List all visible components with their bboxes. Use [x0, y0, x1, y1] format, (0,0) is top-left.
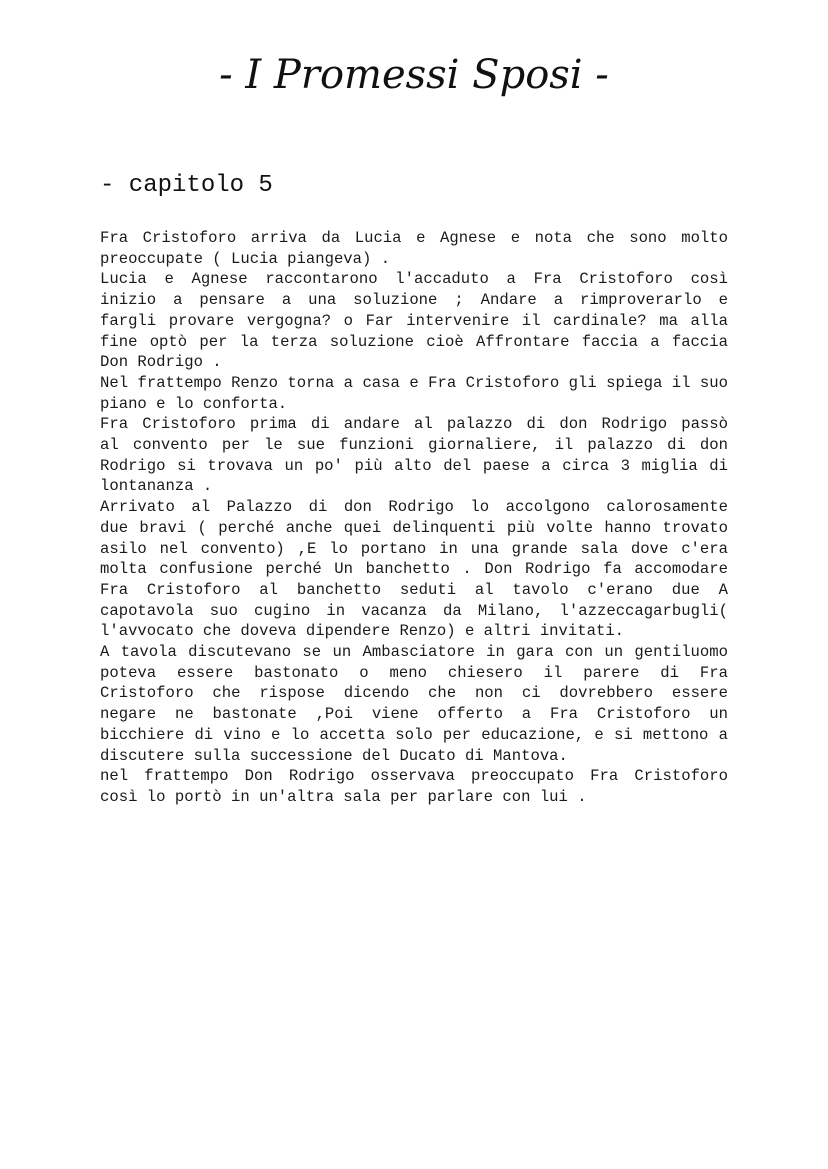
text-line: Rodrigo si trovava un po' più alto del paese a circa 3 miglia di [100, 456, 728, 475]
document-body [100, 228, 728, 808]
text-line: discutere sulla successione del Ducato di Mantova. [100, 746, 568, 765]
text-line: Fra Cristoforo al banchetto seduti al tavolo c'erano due A [100, 580, 728, 599]
text-line: al convento per le sue funzioni giornaliere, il palazzo di don [100, 436, 728, 455]
text-line: Cristoforo che rispose dicendo che non ci dovrebbero essere [100, 684, 728, 703]
document-title: - I Promessi Sposi - [219, 52, 609, 98]
text-line: bicchiere di vino e lo accetta solo per educazione, e si mettono a [100, 725, 728, 744]
text-line: Nel frattempo Renzo torna a casa e Fra Cristoforo gli spiega il suo [100, 373, 728, 392]
text-line: preoccupate ( Lucia piangeva) . [100, 249, 391, 268]
text-line: così lo portò in un'altra sala per parlare con lui . [100, 787, 587, 806]
text-line: Arrivato al Palazzo di don Rodrigo lo accolgono calorosamente [100, 498, 728, 517]
text-line: negare ne bastonate ,Poi viene offerto a Fra Cristoforo un [100, 705, 728, 724]
text-line: Fra Cristoforo arriva da Lucia e Agnese e nota che sono molto [100, 229, 728, 247]
text-line: capotavola suo cugino in vacanza da Milano, l'azzeccagarbugli( [100, 601, 728, 620]
text-line: due bravi ( perché anche quei delinquenti più volte hanno trovato [100, 518, 728, 537]
text-line: inizio a pensare a una soluzione ; Andare a rimproverarlo e [100, 291, 728, 310]
text-line: Lucia e Agnese raccontarono l'accaduto a Fra Cristoforo così [100, 270, 728, 289]
text-line: molta confusione perché Un banchetto . Don Rodrigo fa accomodare [100, 560, 728, 579]
chapter-heading: - capitolo 5 [100, 172, 273, 199]
text-line: poteva essere bastonato o meno chiesero il parere di Fra [100, 663, 728, 682]
text-line: Don Rodrigo . [100, 353, 222, 372]
text-line: nel frattempo Don Rodrigo osservava preoccupato Fra Cristoforo [100, 767, 728, 786]
text-line: asilo nel convento) ,E lo portano in una grande sala dove c'era [100, 539, 728, 558]
text-line: l'avvocato che doveva dipendere Renzo) e altri invitati. [100, 622, 625, 641]
text-line: lontananza . [100, 477, 213, 496]
text-line: piano e lo conforta. [100, 394, 288, 413]
text-line: fine optò per la terza soluzione cioè Affrontare faccia a faccia [100, 332, 728, 351]
text-line: A tavola discutevano se un Ambasciatore in gara con un gentiluomo [100, 643, 728, 662]
text-line: fargli provare vergogna? o Far intervenire il cardinale? ma alla [100, 311, 728, 330]
text-line: Fra Cristoforo prima di andare al palazzo di don Rodrigo passò [100, 415, 728, 434]
